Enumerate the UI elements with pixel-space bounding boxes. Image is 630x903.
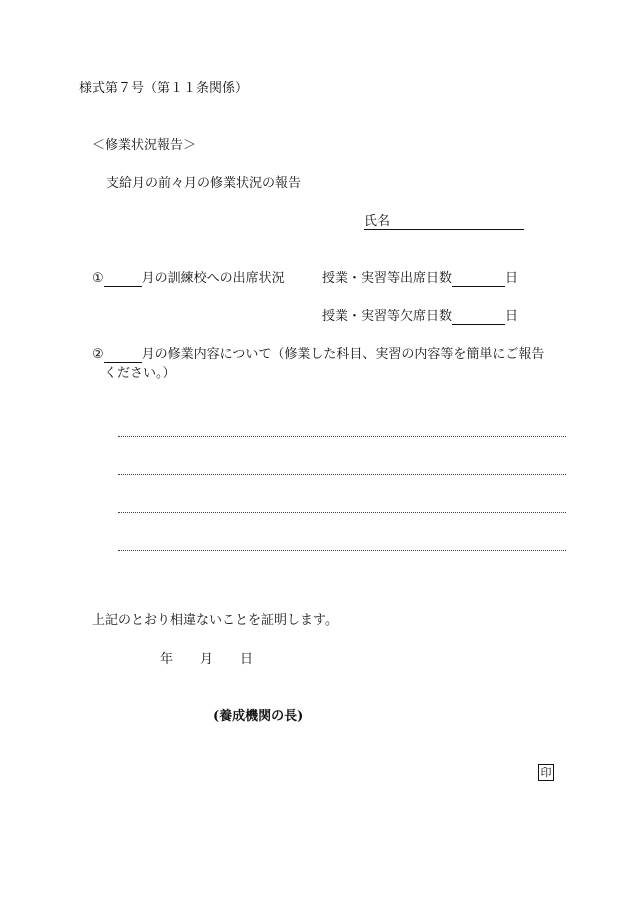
form-number: 様式第７号（第１１条関係） (79, 81, 249, 96)
absence-label: 授業・実習等欠席日数 (322, 309, 453, 324)
item1-number: ① (92, 271, 104, 286)
item2-text: 月の修業内容について（修業した科目、実習の内容等を簡単にご報告 (141, 347, 545, 362)
attendance-days-field (322, 271, 518, 287)
item2-month-blank[interactable] (104, 349, 142, 363)
report-line-3[interactable] (118, 512, 566, 513)
item1-line (92, 271, 285, 287)
date-day-label: 日 (240, 652, 254, 667)
report-line-2[interactable] (118, 474, 566, 475)
name-blank[interactable] (390, 216, 524, 230)
item2-continuation: ください。） (104, 366, 176, 381)
date-year-label: 年 (160, 652, 174, 667)
absence-days-blank[interactable] (452, 311, 505, 325)
item1-text: 月の訓練校への出席状況 (141, 271, 285, 286)
attendance-days-blank[interactable] (452, 273, 505, 287)
item2-number: ② (92, 347, 104, 362)
item2-line (92, 347, 544, 363)
report-line-1[interactable] (118, 436, 566, 437)
report-line-4[interactable] (118, 550, 566, 551)
absence-days-field (322, 309, 518, 325)
absence-day-unit: 日 (505, 309, 519, 324)
signatory-label: (養成機関の長) (213, 709, 304, 724)
attendance-day-unit: 日 (505, 271, 519, 286)
report-heading: ＜修業状況報告＞ (92, 138, 197, 153)
name-field[interactable] (364, 214, 524, 230)
attendance-label: 授業・実習等出席日数 (322, 271, 453, 286)
date-month-label: 月 (200, 652, 214, 667)
name-label: 氏名 (364, 214, 391, 229)
report-subtitle: 支給月の前々月の修業状況の報告 (106, 176, 302, 191)
seal-icon: 印 (538, 764, 554, 781)
certification-text: 上記のとおり相違ないことを証明します。 (92, 613, 338, 628)
item1-month-blank[interactable] (104, 273, 142, 287)
